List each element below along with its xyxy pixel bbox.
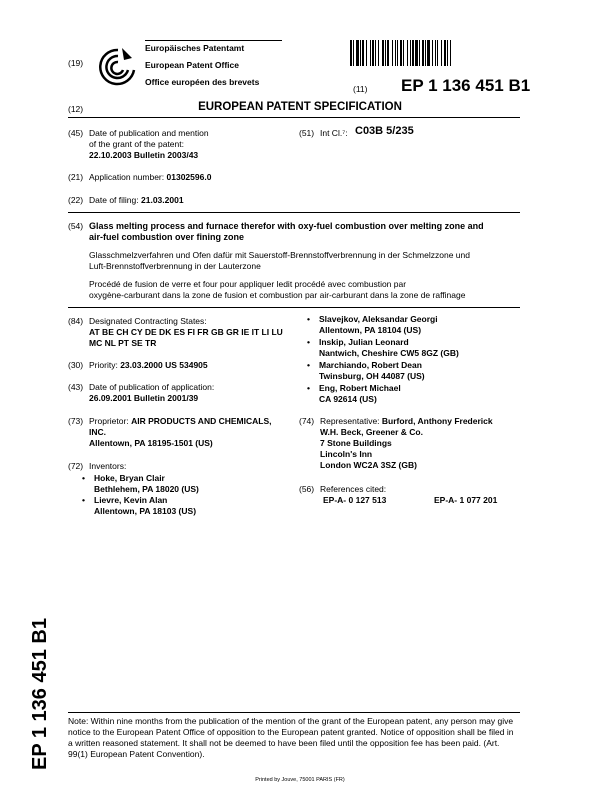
- designated-states-2: MC NL PT SE TR: [89, 338, 157, 348]
- code-54: (54): [68, 221, 84, 231]
- references-label: References cited:: [320, 484, 387, 494]
- code-30: (30): [68, 360, 84, 370]
- reference-2: EP-A- 1 077 201: [434, 495, 498, 505]
- inventor-item: • Slavejkov, Aleksandar Georgi: [307, 314, 438, 324]
- filing-date-value: 21.03.2001: [141, 195, 184, 205]
- inventor-address: CA 92614 (US): [319, 394, 377, 404]
- code-19: (19): [68, 58, 84, 68]
- barcode-bar: [451, 40, 452, 66]
- app-publication-label: Date of publication of application:: [89, 382, 215, 392]
- grant-date-label-2: of the grant of the patent:: [89, 139, 184, 149]
- filing-date-label: Date of filing:: [89, 195, 139, 205]
- app-publication-value: 26.09.2001 Bulletin 2001/39: [89, 393, 199, 403]
- grant-date-label-1: Date of publication and mention: [89, 128, 209, 138]
- proprietor-label: Proprietor:: [89, 416, 129, 426]
- representative-row: [320, 416, 493, 427]
- application-number-row: [89, 172, 211, 183]
- document-type-title: EUROPEAN PATENT SPECIFICATION: [198, 101, 402, 113]
- priority-label: Priority:: [89, 360, 118, 370]
- code-84: (84): [68, 316, 84, 326]
- title-de-2: Luft-Brennstoffverbrennung in der Lauterzone: [89, 261, 261, 271]
- code-43: (43): [68, 382, 84, 392]
- title-en-2: air-fuel combustion over fining zone: [89, 232, 245, 242]
- rule-3: [68, 307, 520, 308]
- office-name-de: Europäisches Patentamt: [145, 43, 245, 53]
- epo-logo-icon: [98, 46, 138, 88]
- header-rule-top: [145, 40, 282, 41]
- title-fr-2: oxygène-carburant dans la zone de fusion et combustion par air-carburant dans la zone de raffinage: [89, 290, 466, 300]
- footer-rule: [68, 712, 520, 713]
- code-72: (72): [68, 461, 84, 471]
- office-name-en: European Patent Office: [145, 60, 239, 70]
- representative-firm: W.H. Beck, Greener & Co.: [320, 427, 423, 437]
- inventor-item: • Inskip, Julian Leonard: [307, 337, 409, 347]
- designated-states-label: Designated Contracting States:: [89, 316, 207, 326]
- office-name-fr: Office européen des brevets: [145, 77, 260, 87]
- side-publication-number: EP 1 136 451 B1: [29, 618, 51, 770]
- code-51: (51): [299, 128, 315, 138]
- reference-1: EP-A- 0 127 513: [323, 495, 387, 505]
- inventor-address: Twinsburg, OH 44087 (US): [319, 371, 425, 381]
- int-cl-value: C03B 5/235: [355, 125, 414, 137]
- application-number-label: Application number:: [89, 172, 165, 182]
- representative-address-1: 7 Stone Buildings: [320, 438, 392, 448]
- title-en-1: Glass melting process and furnace therefor with oxy-fuel combustion over melting zone and: [89, 221, 484, 231]
- proprietor-row: [89, 416, 271, 427]
- code-73: (73): [68, 416, 84, 426]
- representative-address-3: London WC2A 3SZ (GB): [320, 460, 417, 470]
- code-11: (11): [353, 84, 368, 94]
- footer-note-2: notice to the European Patent Office of opposition to the European patent granted. Notice of opposition shall be filed in: [68, 727, 514, 737]
- title-fr-1: Procédé de fusion de verre et four pour appliquer ledit procédé avec combustion par: [89, 279, 407, 289]
- int-cl-label: Int Cl.⁷:: [320, 128, 348, 138]
- footer-note-3: a written reasoned statement. It shall not be deemed to have been filed until the opposition fee has been paid. (Art.: [68, 738, 500, 748]
- code-12: (12): [68, 104, 84, 114]
- rule-2: [68, 212, 520, 213]
- barcode: [350, 40, 520, 66]
- proprietor-address: Allentown, PA 18195-1501 (US): [89, 438, 213, 448]
- printer-credit: Printed by Jouve, 75001 PARIS (FR): [255, 777, 345, 783]
- inventor-item: • Lievre, Kevin Alan: [82, 495, 168, 505]
- code-74: (74): [299, 416, 315, 426]
- application-number-value: 01302596.0: [166, 172, 212, 182]
- footer-note-4: 99(1) European Patent Convention).: [68, 749, 205, 759]
- code-22: (22): [68, 195, 84, 205]
- proprietor-name-1: AIR PRODUCTS AND CHEMICALS,: [131, 416, 272, 426]
- proprietor-name-2: INC.: [89, 427, 106, 437]
- filing-date-row: [89, 195, 184, 206]
- title-de-1: Glasschmelzverfahren und Ofen dafür mit Sauerstoff-Brennstoffverbrennung in der Schmelzzone und: [89, 250, 470, 260]
- priority-value: 23.03.2000 US 534905: [120, 360, 208, 370]
- inventor-item: • Eng, Robert Michael: [307, 383, 401, 393]
- inventor-item: • Marchiando, Robert Dean: [307, 360, 422, 370]
- code-45: (45): [68, 128, 84, 138]
- inventor-address: Allentown, PA 18104 (US): [319, 325, 422, 335]
- inventor-address: Allentown, PA 18103 (US): [94, 506, 197, 516]
- rule-1: [68, 117, 520, 118]
- priority-row: [89, 360, 208, 371]
- representative-label: Representative:: [320, 416, 380, 426]
- representative-name: Burford, Anthony Frederick: [381, 416, 493, 426]
- grant-date-value: 22.10.2003 Bulletin 2003/43: [89, 150, 199, 160]
- representative-address-2: Lincoln's Inn: [320, 449, 373, 459]
- publication-number: EP 1 136 451 B1: [401, 76, 531, 95]
- inventor-address: Bethlehem, PA 18020 (US): [94, 484, 199, 494]
- footer-note-1: Note: Within nine months from the publication of the mention of the grant of the European patent, any person may give: [68, 716, 514, 726]
- code-21: (21): [68, 172, 84, 182]
- inventor-address: Nantwich, Cheshire CW5 8GZ (GB): [319, 348, 459, 358]
- inventors-label: Inventors:: [89, 461, 127, 471]
- inventor-item: • Hoke, Bryan Clair: [82, 473, 165, 483]
- designated-states-1: AT BE CH CY DE DK ES FI FR GB GR IE IT LI LU: [89, 327, 283, 337]
- code-56: (56): [299, 484, 315, 494]
